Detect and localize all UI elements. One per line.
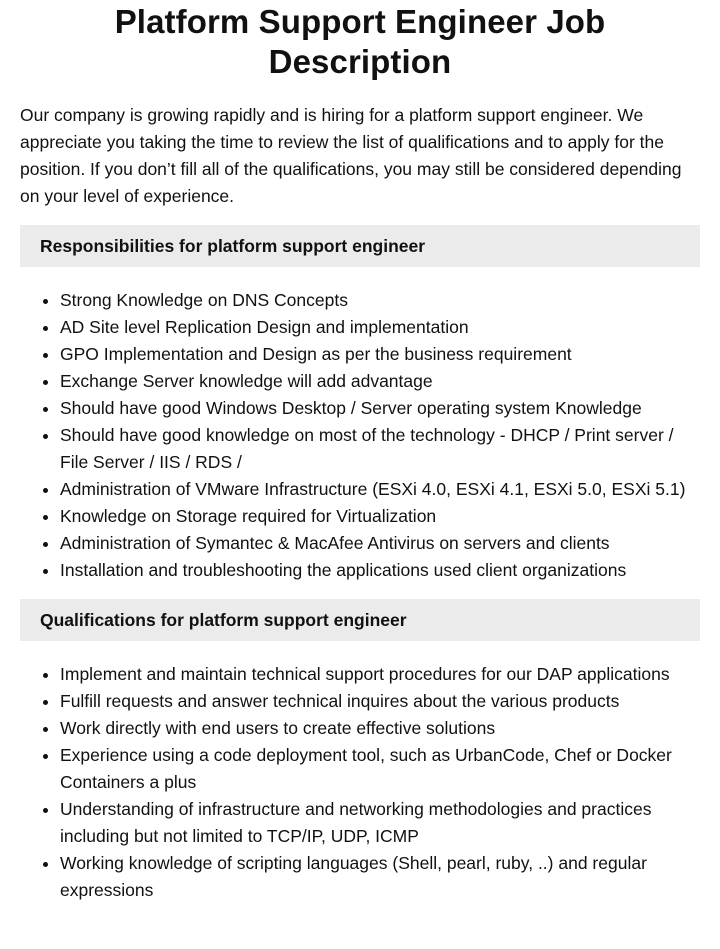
list-item: • Administration of VMware Infrastructure (ESXi 4.0, ESXi 4.1, ESXi 5.0, ESXi 5.1) (60, 476, 700, 503)
page-title: Platform Support Engineer Job Description (114, 3, 606, 80)
qualifications-heading: Qualifications for platform support engineer (20, 599, 700, 641)
responsibilities-list (20, 287, 700, 584)
list-item: • Installation and troubleshooting the applications used client organizations (60, 557, 700, 584)
list-item: • Should have good knowledge on most of the technology - DHCP / Print server / File Server / IIS / RDS / (60, 422, 700, 476)
list-item: • Administration of Symantec & MacAfee Antivirus on servers and clients (60, 530, 700, 557)
list-item: • Experience using a code deployment tool, such as UrbanCode, Chef or Docker Containers a plus (60, 742, 700, 796)
list-item: • Understanding of infrastructure and networking methodologies and practices including but not limited to TCP/IP, UDP, ICMP (60, 796, 700, 850)
list-item: • AD Site level Replication Design and implementation (60, 314, 700, 341)
responsibilities-heading: Responsibilities for platform support engineer (20, 225, 700, 267)
list-item: • Work directly with end users to create effective solutions (60, 715, 700, 742)
intro-paragraph: Our company is growing rapidly and is hiring for a platform support engineer. We appreciate you taking the time to review the list of qualifications and to apply for the position. If you don’t fill all of the qualifications, you may still be considered depending on your level of experience. (20, 105, 682, 206)
list-item: • Strong Knowledge on DNS Concepts (60, 287, 700, 314)
list-item: • Knowledge on Storage required for Virtualization (60, 503, 700, 530)
list-item: • Exchange Server knowledge will add advantage (60, 368, 700, 395)
list-item: • Implement and maintain technical support procedures for our DAP applications (60, 661, 700, 688)
list-item: • Should have good Windows Desktop / Server operating system Knowledge (60, 395, 700, 422)
qualifications-list (20, 661, 700, 904)
list-item: • GPO Implementation and Design as per the business requirement (60, 341, 700, 368)
list-item: • Working knowledge of scripting languages (Shell, pearl, ruby, ..) and regular expressions (60, 850, 700, 904)
list-item: • Fulfill requests and answer technical inquires about the various products (60, 688, 700, 715)
